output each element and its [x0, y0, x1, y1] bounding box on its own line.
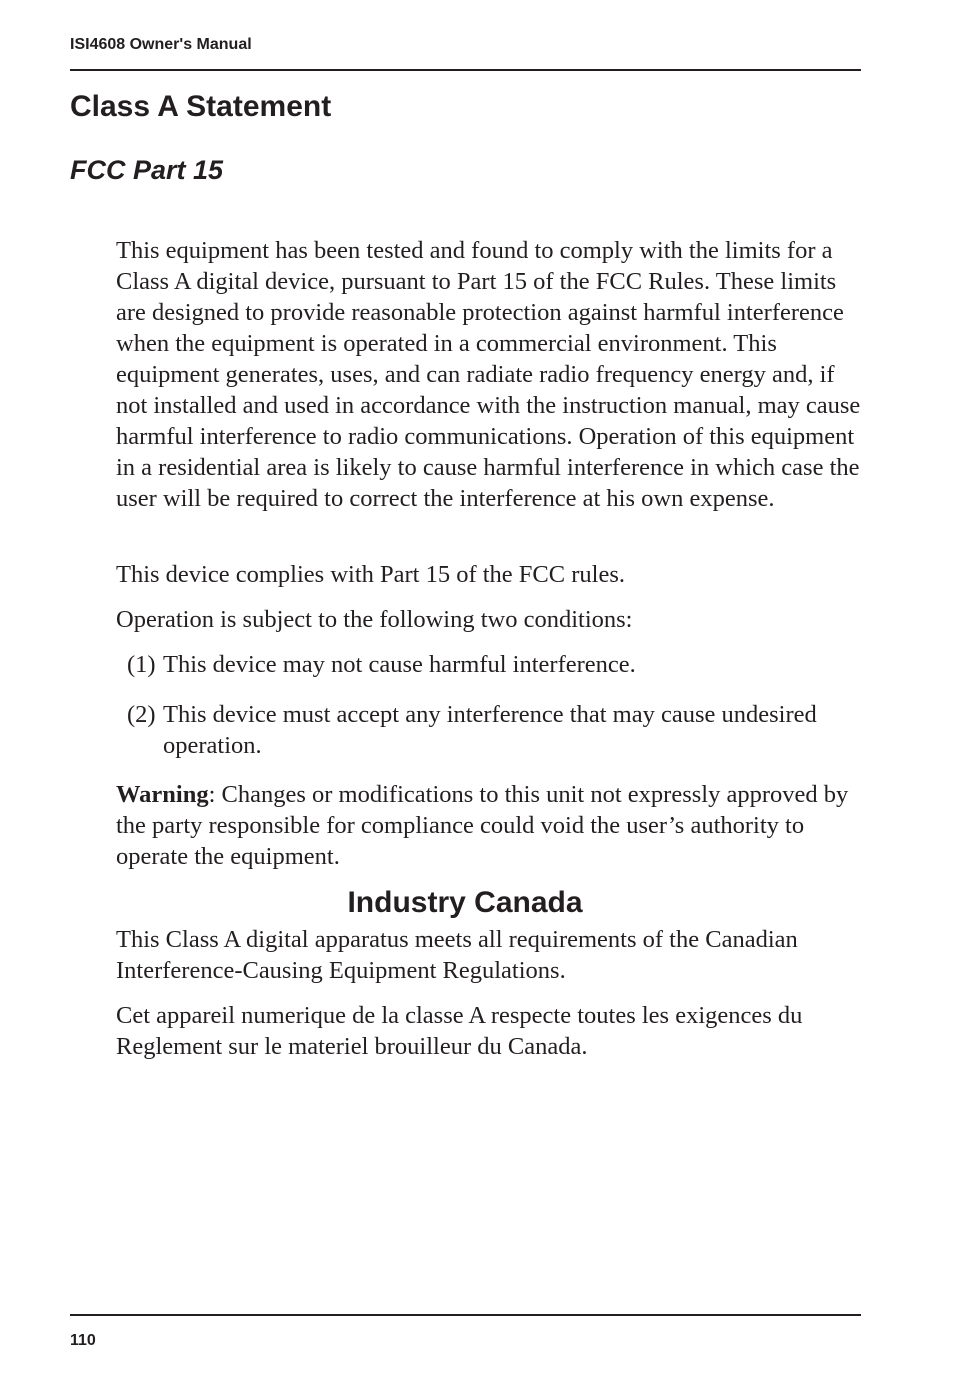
- warning-label: Warning: [116, 781, 209, 808]
- fcc-part15-statement: This device complies with Part 15 of the FCC rules.: [116, 561, 625, 588]
- footer-divider: [70, 1314, 861, 1316]
- condition-item: [127, 649, 863, 680]
- subsection-title: FCC Part 15: [70, 155, 224, 185]
- canada-paragraph-english: This Class A digital apparatus meets all requirements of the Canadian Interference-Causing Equipment Regulations.: [116, 926, 798, 984]
- industry-canada-title: Industry Canada: [347, 886, 583, 919]
- fcc-compliance-paragraph: This equipment has been tested and found to comply with the limits for a Class A digital device, pursuant to Part 15 of the FCC Rules. These limits are designed to provide reasonable protection against harmful interference when the equipment is operated in a commercial environment. This equipment generates, uses, and can radiate radio frequency energy and, if not installed and used in accordance with the instruction manual, may cause harmful interference to radio communications. Operation of this equipment in a residential area is likely to cause harmful interference in which case the user will be required to correct the interference at his own expense.: [116, 237, 861, 512]
- canada-paragraph-french: Cet appareil numerique de la classe A respecte toutes les exigences du Reglement sur le materiel brouilleur du Canada.: [116, 1002, 803, 1060]
- warning-text: : Changes or modifications to this unit not expressly approved by the party responsible for compliance could void the user’s authority to operate the equipment.: [116, 781, 849, 870]
- condition-text: This device must accept any interference that may cause undesired operation.: [163, 701, 817, 759]
- manual-title: ISI4608 Owner's Manual: [70, 36, 252, 53]
- section-title: Class A Statement: [70, 90, 332, 123]
- condition-text: This device may not cause harmful interference.: [163, 651, 636, 678]
- warning-paragraph: [116, 779, 866, 872]
- header-divider: [70, 69, 861, 71]
- conditions-intro: Operation is subject to the following two conditions:: [116, 606, 633, 633]
- condition-number: (2): [127, 701, 156, 728]
- condition-item: [127, 699, 863, 761]
- page-number: 110: [70, 1332, 96, 1349]
- condition-number: (1): [127, 651, 156, 678]
